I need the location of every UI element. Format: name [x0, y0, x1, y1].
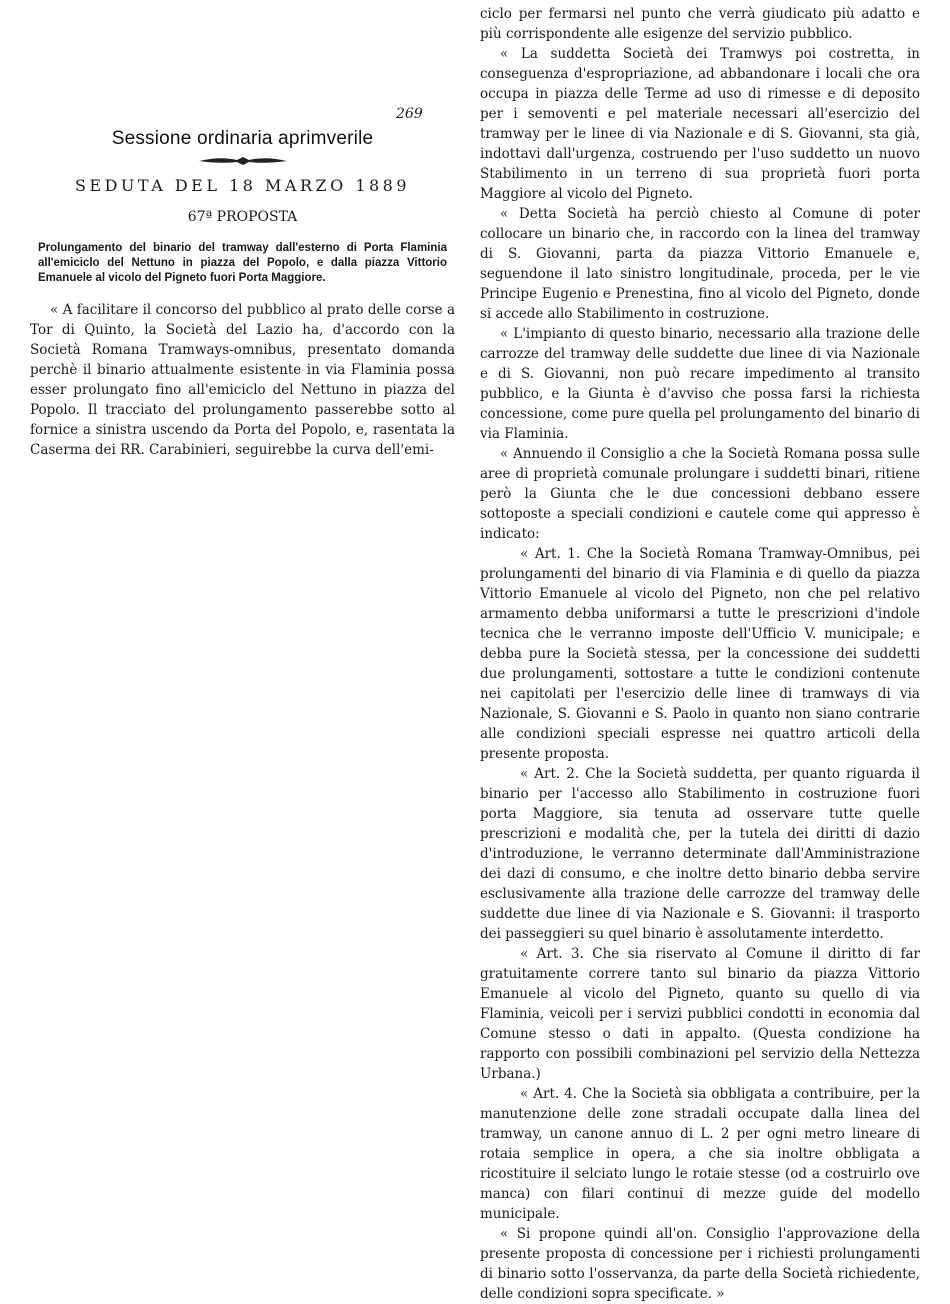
left-column	[30, 100, 455, 460]
body-paragraph: « Annuendo il Consiglio a che la Società Romana possa sulle aree di proprietà comunale prolungare i suddetti binari, ritiene però la Giunta che le due concessioni debbano essere sottoposte a speciali condizioni e cautele come qui appresso è indicato:	[480, 446, 920, 542]
body-paragraph: « L'impianto di questo binario, necessario alla trazione delle carrozze del tramway delle suddette due linee di via Nazionale e di S. Giovanni, non può recare impedimento al transito pubblico, e la Giunta è d'avviso che possa farsi la richiesta concessione, come pure quella pel prolungamento del binario di via Flaminia.	[480, 326, 920, 442]
body-paragraph: « La suddetta Società dei Tramwys poi costretta, in conseguenza d'espropriazione, ad abbandonare i locali che ora occupa in piazza delle Terme ad uso di rimesse e di deposito per i semoventi e pel materiale necessari all'esercizio del tramway per le linee di via Nazionale e di S. Giovanni, sta già, indottavi dall'urgenza, costruendo per l'uso suddetto un nuovo Stabilimento in un terreno di sua proprietà fuori porta Maggiore al vicolo del Pigneto.	[480, 46, 920, 202]
article-paragraph: « Art. 1. Che la Società Romana Tramway-Omnibus, pei prolungamenti del binario di via Flaminia e di quello da piazza Vittorio Emanuele al vicolo del Pigneto, non che pel relativo armamento debba uniformarsi a tutte le prescrizioni d'indole tecnica che le verranno imposte dell'Ufficio V. municipale; e debba pure la Società stessa, per la concessione dei suddetti due prolungamenti, sottostare a tutte le condizioni contenute nei capitolati per l'esercizio delle linee di tramways di via Nazionale, S. Giovanni e S. Paolo in quanto non siano contrarie alle condizioni speciali espresse nei quattro articoli della presente proposta.	[480, 546, 920, 762]
body-paragraph: « Detta Società ha perciò chiesto al Comune di poter collocare un binario che, in raccordo con la linea del tramway di S. Giovanni, parta da piazza Vittorio Emanuele e, seguendone il lato sinistro longitudinale, proceda, per le vie Principe Eugenio e Prenestina, fino al vicolo del Pigneto, donde si accede allo Stabilimento in costruzione.	[480, 206, 920, 322]
title-ornament-icon	[197, 154, 289, 168]
proposal-title: Prolungamento del binario del tramway dall'esterno di Porta Flaminia all'emiciclo del Nettuno in piazza del Popolo, e dalla piazza Vittorio Emanuele al vicolo del Pigneto fuori Porta Maggiore.	[38, 242, 447, 284]
article-paragraph: « Art. 2. Che la Società suddetta, per quanto riguarda il binario per l'accesso allo Stabilimento in costruzione fuori porta Maggiore, sia tenuta ad osservare tutte quelle prescrizioni e modalità che, per la tutela dei diritti di dazio d'introduzione, le verranno determinate dall'Amministrazione dei dazi di consumo, e che inoltre detto binario debba servire esclusivamente alla trazione delle carrozze del tramway delle suddette due linee di via Nazionale e S. Giovanni: il trasporto dei passeggieri su quel binario è assolutamente interdetto.	[480, 766, 920, 942]
article-paragraph: « Art. 3. Che sia riservato al Comune il diritto di far gratuitamente correre tanto sul binario da piazza Vittorio Emanuele al vicolo del Pigneto, quanto su quello di via Flaminia, veicoli per i servizi pubblici condotti in economia dal Comune stesso o dati in appalto. (Questa condizione ha rapporto con possibili combinazioni pel servizio della Nettezza Urbana.)	[480, 946, 920, 1082]
body-paragraph: « A facilitare il concorso del pubblico al prato delle corse a Tor di Quinto, la Società del Lazio ha, d'accordo con la Società Romana Tramways-omnibus, presentato domanda perchè il binario attualmente esistente in via Flaminia possa esser prolungato fino all'emiciclo del Nettuno in piazza del Popolo. Il tracciato del prolungamento passerebbe sotto al fornice a sinistra uscendo da Porta del Popolo, e, rasentata la Caserma dei RR. Carabinieri, seguirebbe la curva dell'emi-	[30, 302, 455, 458]
session-title: Sessione ordinaria aprimverile	[111, 128, 374, 149]
closing-paragraph: « Si propone quindi all'on. Consiglio l'approvazione della presente proposta di concessione per i richiesti prolungamenti di binario sotto l'osservanza, da parte della Società richiedente, delle condizioni sopra specificate. »	[480, 1226, 920, 1302]
page-number: 269	[396, 106, 423, 122]
proposal-number: 67ª PROPOSTA	[187, 209, 298, 225]
article-paragraph: « Art. 4. Che la Società sia obbligata a contribuire, per la manutenzione delle zone stradali occupate dalla linea del tramway, un canone annuo di L. 2 per ogni metro lineare di rotaia semplice in opera, a che sia inoltre obbligata a ricostituire il selciato lungo le rotaie stesse (od a costruirlo ove manca) con filari continui di mezze guide del modello municipale.	[480, 1086, 920, 1222]
body-paragraph: ciclo per fermarsi nel punto che verrà giudicato più adatto e più corrispondente alle esigenze del servizio pubblico.	[480, 6, 920, 42]
right-column	[480, 4, 920, 1304]
sitting-heading: SEDUTA DEL 18 MARZO 1889	[74, 176, 411, 195]
